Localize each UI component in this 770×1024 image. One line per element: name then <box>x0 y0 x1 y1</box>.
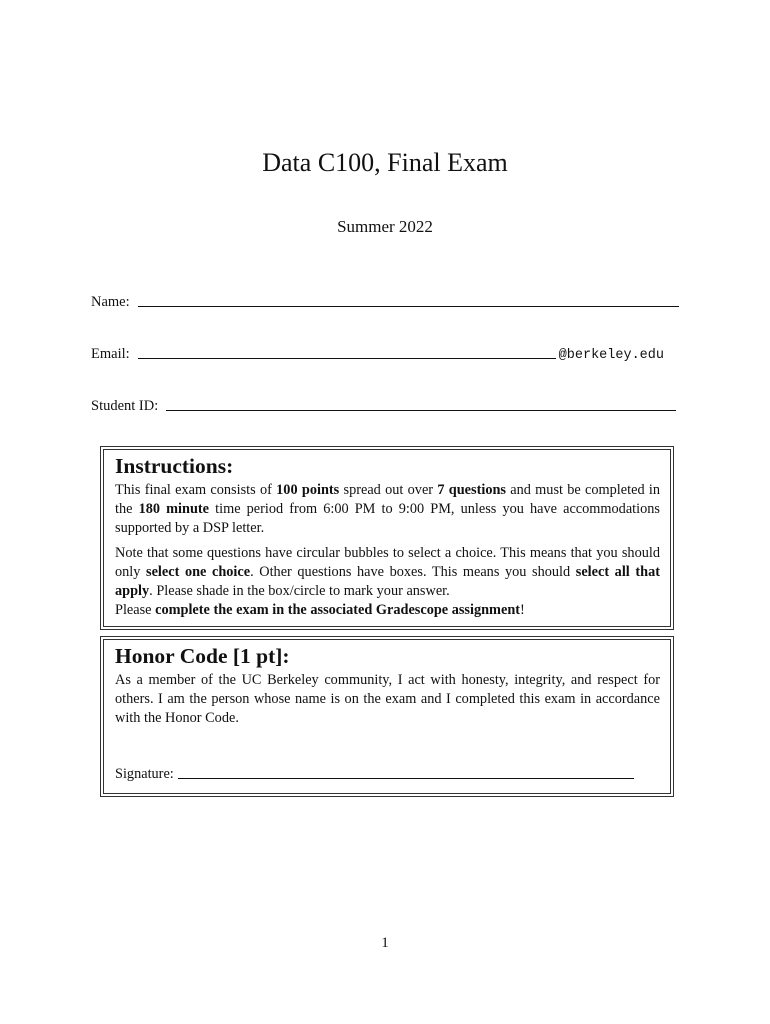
honor-code-text: As a member of the UC Berkeley community, I act with honesty, integrity, and respect for others. I am the person whose name is on the exam and I completed this exam in accordance with the Honor Code. <box>115 672 660 726</box>
email-line[interactable] <box>138 357 556 359</box>
student-id-label: Student ID: <box>91 398 159 414</box>
page-title: Data C100, Final Exam <box>262 148 508 177</box>
student-id-line[interactable] <box>166 409 676 411</box>
instructions-heading: Instructions: <box>115 454 234 478</box>
honor-code-box <box>100 636 674 797</box>
exam-term: Summer 2022 <box>337 217 433 236</box>
signature-row <box>115 766 660 783</box>
honor-code-heading: Honor Code [1 pt]: <box>115 644 290 668</box>
signature-line[interactable] <box>178 778 634 779</box>
email-field <box>91 346 664 363</box>
student-id-field <box>91 398 676 415</box>
email-suffix: @berkeley.edu <box>558 348 664 363</box>
instructions-paragraph-2: Note that some questions have circular bubbles to select a choice. This means that you should only select one choice. Other questions have boxes. This means you should select all that apply. Please shade in the box/circle to mark your answer. Please complete the exam in the associated Gradescope assignment! <box>115 545 660 618</box>
name-label: Name: <box>91 294 130 310</box>
signature-label: Signature: <box>115 766 174 782</box>
instructions-box <box>100 446 674 630</box>
email-label: Email: <box>91 346 130 362</box>
page-number: 1 <box>381 935 389 951</box>
name-field <box>91 294 679 311</box>
name-line[interactable] <box>138 305 679 307</box>
instructions-paragraph-1: This final exam consists of 100 points spread out over 7 questions and must be completed in the 180 minute time period from 6:00 PM to 9:00 PM, unless you have accommodations supported by a DSP letter. <box>115 482 660 536</box>
